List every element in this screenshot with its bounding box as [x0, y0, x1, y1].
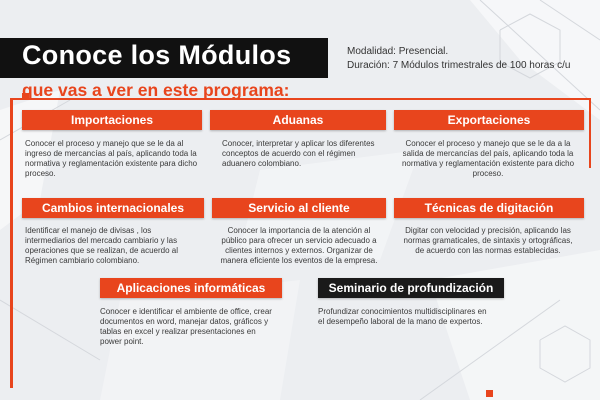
page-subtitle: que vas a ver en este programa:	[22, 80, 290, 100]
module-title-tecnicas-de-digitacion: Técnicas de digitación	[394, 198, 584, 218]
module-description-cambios-internacionales: Identificar el manejo de divisas , los intermediarios del mercado cambiario y las operaciones que se realizan, de acuerdo al Régimen cambiario colombiano.	[25, 226, 178, 265]
module-description-aplicaciones-informaticas: Conocer e identificar el ambiente de office, crear documentos en word, manejar datos, gráficos y tablas en excel y realizar presentaciones en power point.	[100, 307, 272, 346]
module-description-servicio-al-cliente: Conocer la importancia de la atención al público para ofrecer un servicio adecuado a clientes internos y externos. Organizar de manera eficiente los eventos de la empresa.	[220, 226, 378, 265]
module-title-cambios-internacionales: Cambios internacionales	[22, 198, 204, 218]
modality-text: Modalidad: Presencial.	[347, 46, 449, 57]
module-title-exportaciones: Exportaciones	[394, 110, 584, 130]
module-description-seminario-de-profundizacion: Profundizar conocimientos multidisciplinares en el desempeño laboral de la mano de expertos.	[318, 307, 487, 326]
module-title-servicio-al-cliente: Servicio al cliente	[212, 198, 386, 218]
accent-square-bottom	[486, 390, 493, 397]
accent-rule-right-vertical	[589, 98, 591, 168]
module-title-aduanas: Aduanas	[210, 110, 386, 130]
module-title-seminario-de-profundizacion: Seminario de profundización	[318, 278, 504, 298]
duration-text: Duración: 7 Módulos trimestrales de 100 horas c/u	[347, 60, 571, 71]
module-title-aplicaciones-informaticas: Aplicaciones informáticas	[100, 278, 282, 298]
page-title: Conoce los Módulos	[22, 40, 292, 70]
module-description-importaciones: Conocer el proceso y manejo que se le da al ingreso de mercancías al país, aplicando toda la normativa y reglamentación existente para dicho proceso.	[25, 139, 198, 178]
module-description-tecnicas-de-digitacion: Digitar con velocidad y precisión, aplicando las normas gramaticales, de sintaxis y ortográficas, de acuerdo con las normas establecidas.	[403, 226, 573, 255]
accent-rule-left-vertical	[10, 98, 13, 388]
module-description-aduanas: Conocer, interpretar y aplicar los diferentes conceptos de acuerdo con el régimen aduanero colombiano.	[222, 139, 375, 168]
module-title-importaciones: Importaciones	[22, 110, 202, 130]
module-description-exportaciones: Conocer el proceso y manejo que se le da a la salida de mercancías del país, aplicando toda la normativa y reglamentación existente para dicho proceso.	[401, 139, 575, 178]
